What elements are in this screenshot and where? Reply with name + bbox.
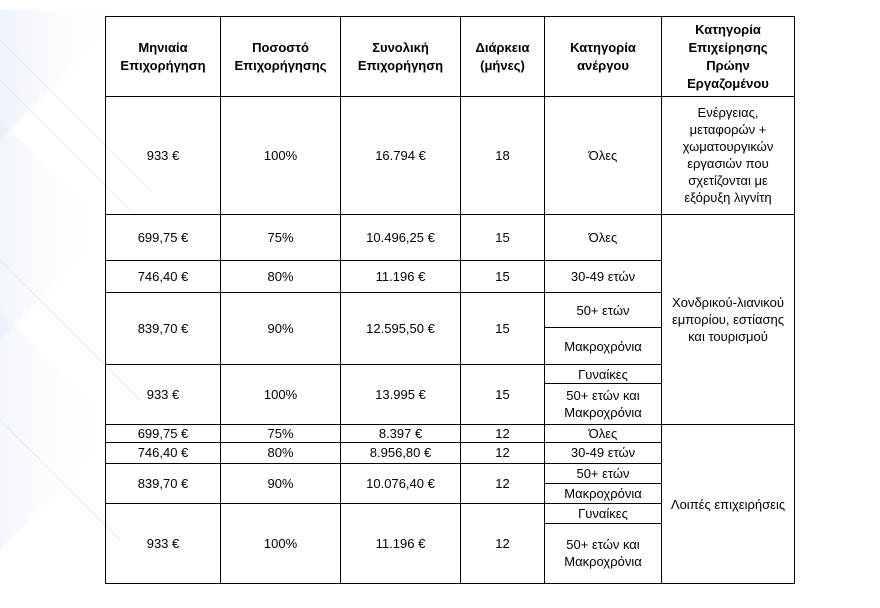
- cell-business-group: Χονδρικού-λιανικού εμπορίου, εστίασης και τουρισμού: [662, 214, 795, 425]
- cell-duration: 15: [461, 214, 545, 260]
- cell-category: Γυναίκες: [545, 365, 662, 384]
- cell-duration: 12: [461, 503, 545, 583]
- cell-category: 50+ ετών: [545, 292, 662, 327]
- cell-total: 8.397 €: [341, 425, 461, 443]
- cell-monthly: 839,70 €: [106, 292, 221, 364]
- header-monthly: Μηνιαία Επιχορήγηση: [106, 17, 221, 97]
- cell-monthly: 839,70 €: [106, 463, 221, 503]
- cell-category: 50+ ετών και Μακροχρόνια: [545, 384, 662, 425]
- cell-duration: 12: [461, 463, 545, 503]
- cell-monthly: 746,40 €: [106, 443, 221, 463]
- cell-category: Γυναίκες: [545, 503, 662, 523]
- header-total: Συνολική Επιχορήγηση: [341, 17, 461, 97]
- cell-duration: 15: [461, 292, 545, 364]
- cell-total: 10.076,40 €: [341, 463, 461, 503]
- cell-business-group: Ενέργειας, μεταφορών + χωματουργικών εργασιών που σχετίζονται με εξόρυξη λιγνίτη: [662, 97, 795, 214]
- cell-percent: 100%: [221, 503, 341, 583]
- table-row: [106, 425, 795, 443]
- cell-total: 11.196 €: [341, 503, 461, 583]
- cell-total: 13.995 €: [341, 365, 461, 425]
- cell-percent: 100%: [221, 97, 341, 214]
- header-row: [106, 17, 795, 97]
- cell-monthly: 933 €: [106, 503, 221, 583]
- cell-percent: 100%: [221, 365, 341, 425]
- table-row: [106, 214, 795, 260]
- cell-monthly: 699,75 €: [106, 425, 221, 443]
- cell-percent: 90%: [221, 292, 341, 364]
- cell-duration: 12: [461, 425, 545, 443]
- cell-business-group: Λοιπές επιχειρήσεις: [662, 425, 795, 584]
- cell-category: Μακροχρόνια: [545, 483, 662, 503]
- cell-total: 10.496,25 €: [341, 214, 461, 260]
- cell-monthly: 933 €: [106, 365, 221, 425]
- header-unemployed-category: Κατηγορία ανέργου: [545, 17, 662, 97]
- cell-monthly: 699,75 €: [106, 214, 221, 260]
- cell-percent: 75%: [221, 425, 341, 443]
- cell-percent: 90%: [221, 463, 341, 503]
- cell-percent: 80%: [221, 443, 341, 463]
- cell-duration: 15: [461, 365, 545, 425]
- cell-duration: 18: [461, 97, 545, 214]
- cell-duration: 12: [461, 443, 545, 463]
- cell-category: 50+ ετών και Μακροχρόνια: [545, 523, 662, 583]
- cell-percent: 80%: [221, 260, 341, 292]
- cell-category: Όλες: [545, 97, 662, 214]
- header-duration: Διάρκεια (μήνες): [461, 17, 545, 97]
- cell-percent: 75%: [221, 214, 341, 260]
- cell-category: 50+ ετών: [545, 463, 662, 483]
- subsidy-table: [105, 16, 795, 584]
- cell-total: 16.794 €: [341, 97, 461, 214]
- header-business-category: Κατηγορία Επιχείρησης Πρώην Εργαζομένου: [662, 17, 795, 97]
- cell-total: 12.595,50 €: [341, 292, 461, 364]
- cell-monthly: 933 €: [106, 97, 221, 214]
- cell-duration: 15: [461, 260, 545, 292]
- cell-category: Όλες: [545, 425, 662, 443]
- cell-category: 30-49 ετών: [545, 443, 662, 463]
- cell-total: 11.196 €: [341, 260, 461, 292]
- table-row: [106, 97, 795, 214]
- cell-category: 30-49 ετών: [545, 260, 662, 292]
- cell-category: Μακροχρόνια: [545, 328, 662, 365]
- cell-category: Όλες: [545, 214, 662, 260]
- cell-monthly: 746,40 €: [106, 260, 221, 292]
- cell-total: 8.956,80 €: [341, 443, 461, 463]
- header-percent: Ποσοστό Επιχορήγησης: [221, 17, 341, 97]
